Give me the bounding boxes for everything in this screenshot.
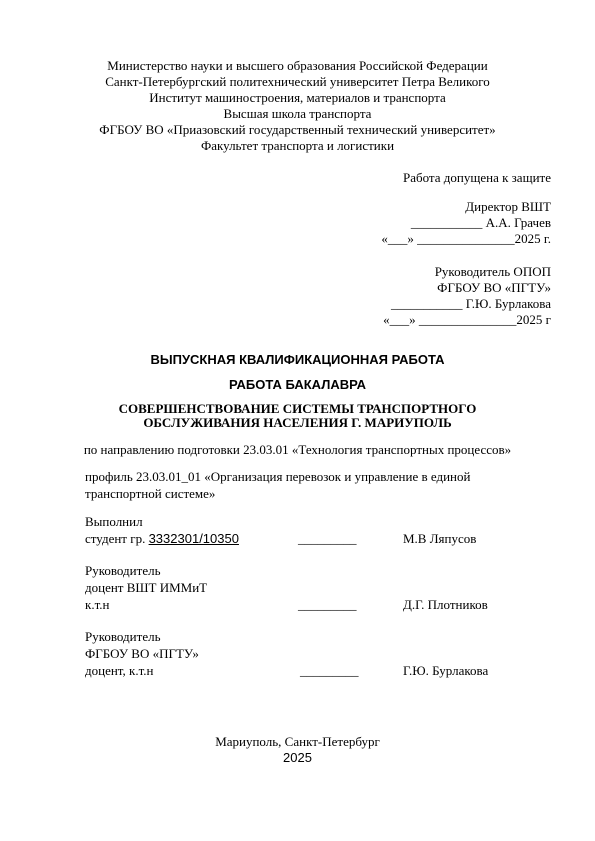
degree-heading: РАБОТА БАКАЛАВРА (228, 377, 367, 392)
university-line: Санкт-Петербургский политехнический университет Петра Великого (105, 74, 490, 89)
supervisor-1-degree: к.т.н (85, 597, 110, 612)
supervisor-2-name: Г.Ю. Бурлакова (403, 663, 489, 678)
supervisor-2-degree: доцент, к.т.н (85, 663, 154, 678)
supervisor-2-role: Руководитель (85, 629, 161, 644)
opop-head-title: Руководитель ОПОП (434, 264, 551, 279)
institute-line: Институт машиностроения, материалов и транспорта (149, 90, 446, 105)
partner-university-line: ФГБОУ ВО «Приазовский государственный технический университет» (99, 122, 496, 137)
author-group-number: 3332301/10350 (148, 531, 239, 546)
author-name: М.В Ляпусов (403, 531, 477, 546)
ministry-line: Министерство науки и высшего образования Российской Федерации (107, 58, 488, 73)
supervisor-1-role: Руководитель (85, 563, 161, 578)
opop-head-org: ФГБОУ ВО «ПГТУ» (437, 280, 551, 295)
study-direction: по направлению подготовки 23.03.01 «Технология транспортных процессов» (83, 442, 512, 457)
author-label: Выполнил (85, 514, 143, 529)
author-group-prefix: студент гр. (85, 531, 149, 546)
study-profile-line-1: профиль 23.03.01_01 «Организация перевозок и управление в единой (85, 469, 471, 484)
study-profile-line-2: транспортной системе» (85, 486, 216, 501)
author-signature-blank: _________ (298, 531, 357, 546)
opop-head-date: «___» _______________2025 г (383, 312, 551, 327)
supervisor-1-name: Д.Г. Плотников (403, 597, 488, 612)
opop-head-signature: ___________ Г.Ю. Бурлакова (390, 296, 551, 311)
school-line: Высшая школа транспорта (223, 106, 372, 121)
admitted-to-defense: Работа допущена к защите (402, 170, 551, 185)
author-group-line (85, 531, 239, 547)
supervisor-1-position: доцент ВШТ ИММиТ (85, 580, 208, 595)
topic-title-line-2: ОБСЛУЖИВАНИЯ НАСЕЛЕНИЯ Г. МАРИУПОЛЬ (143, 415, 452, 430)
faculty-line: Факультет транспорта и логистики (200, 138, 395, 153)
director-date: «___» _______________2025 г. (381, 231, 551, 246)
supervisor-1-signature-blank: _________ (298, 597, 357, 612)
director-title: Директор ВШТ (465, 199, 551, 214)
director-signature: ___________ А.А. Грачев (410, 215, 551, 230)
topic-title-line-1: СОВЕРШЕНСТВОВАНИЕ СИСТЕМЫ ТРАНСПОРТНОГО (118, 401, 477, 416)
footer-year: 2025 (283, 750, 312, 765)
footer-city: Мариуполь, Санкт-Петербург (215, 734, 380, 749)
work-type-heading: ВЫПУСКНАЯ КВАЛИФИКАЦИОННАЯ РАБОТА (150, 352, 445, 367)
supervisor-2-org: ФГБОУ ВО «ПГТУ» (85, 646, 199, 661)
supervisor-2-signature-blank: _________ (300, 663, 359, 678)
